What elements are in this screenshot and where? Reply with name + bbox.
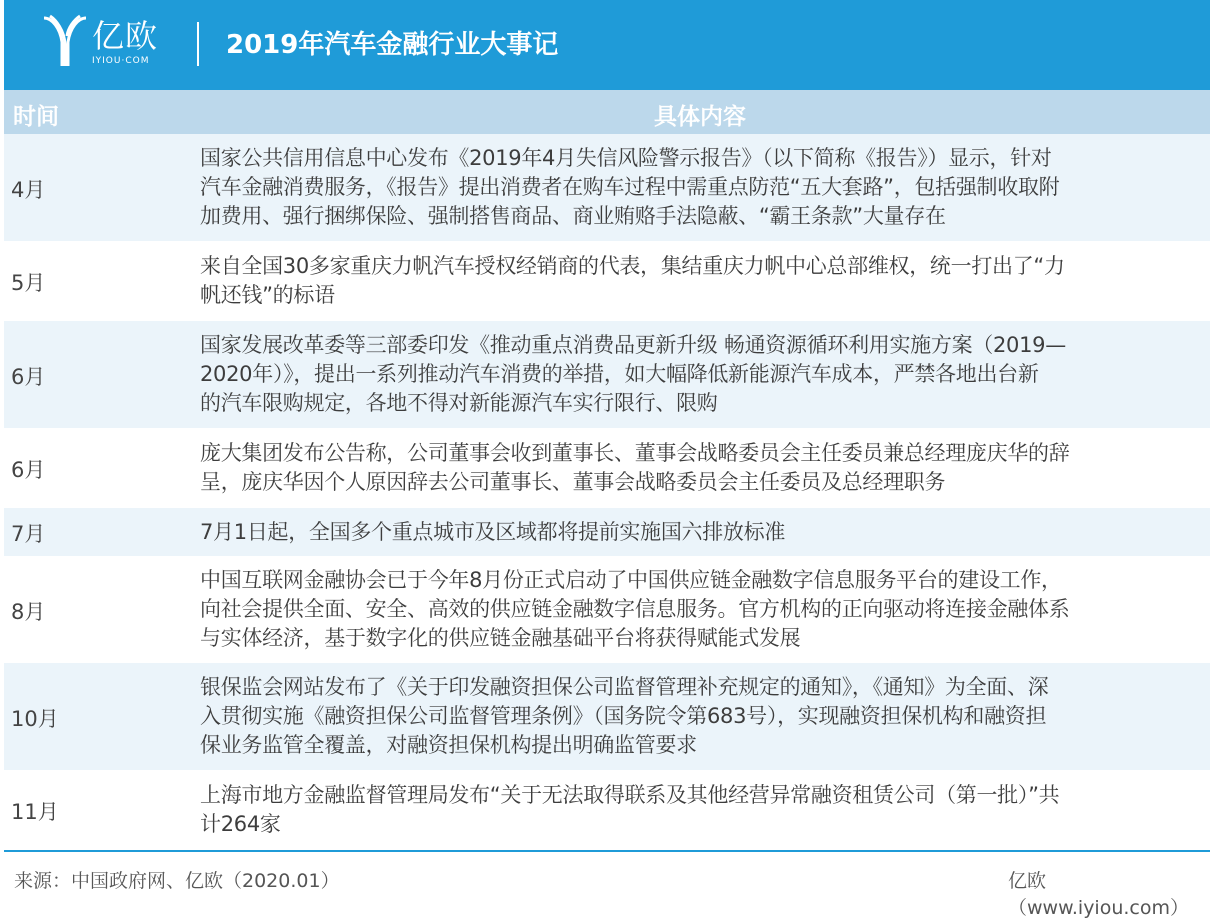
logo-icon <box>42 14 88 70</box>
content-line: 与实体经济，基于数字化的供应链金融基础平台将获得赋能式发展 <box>200 626 801 650</box>
content-line: 银保监会网站发布了《关于印发融资担保公司监督管理补充规定的通知》，《通知》为全面、深 <box>200 675 1049 699</box>
content-line: 上海市地方金融监督管理局发布“关于无法取得联系及其他经营异常融资租赁公司（第一批）”共 <box>200 783 1060 807</box>
table-header <box>4 90 1210 134</box>
row-month: 5月 <box>11 271 46 295</box>
content-line: 2020年）》，提出一系列推动汽车消费的举措，如大幅降低新能源汽车成本，严禁各地出台新 <box>200 362 1039 386</box>
content-line: 来自全国30多家重庆力帆汽车授权经销商的代表，集结重庆力帆中心总部维权，统一打出了“力 <box>200 254 1065 278</box>
row-month: 6月 <box>11 458 46 482</box>
row-content <box>200 518 1206 547</box>
logo <box>42 14 162 74</box>
content-line: 汽车金融消费服务，《报告》提出消费者在购车过程中需重点防范“五大套路”，包括强制收取附 <box>200 175 1060 199</box>
title-banner <box>4 0 1210 90</box>
table-row <box>4 770 1210 850</box>
row-content <box>200 331 1206 418</box>
table-row <box>4 508 1210 556</box>
row-content <box>200 673 1206 760</box>
table-row <box>4 663 1210 770</box>
table-row <box>4 241 1210 321</box>
row-month: 8月 <box>11 599 46 624</box>
row-content <box>200 566 1206 653</box>
logo-subtext: IYIOU·COM <box>92 56 150 66</box>
row-month: 10月 <box>11 706 59 731</box>
source-note: 来源：中国政府网、亿欧（2020.01） <box>14 870 340 892</box>
content-line: 庞大集团发布公告称，公司董事会收到董事长、董事会战略委员会主任委员兼总经理庞庆华的辞 <box>200 441 1070 465</box>
row-month: 4月 <box>11 177 46 202</box>
column-header-content: 具体内容 <box>654 104 746 130</box>
row-month: 7月 <box>11 522 46 546</box>
credit-note: 亿欧（www.iyiou.com） <box>1008 870 1190 919</box>
table-row <box>4 134 1210 241</box>
content-line: 加费用、强行捆绑保险、强制搭售商品、商业贿赂手法隐蔽、“霸王条款”大量存在 <box>200 204 946 228</box>
content-line: 7月1日起，全国多个重点城市及区域都将提前实施国六排放标准 <box>200 519 786 544</box>
row-content <box>200 781 1206 839</box>
content-line: 帆还钱”的标语 <box>200 283 335 307</box>
content-line: 的汽车限购规定，各地不得对新能源汽车实行限行、限购 <box>200 391 718 415</box>
table-row <box>4 428 1210 508</box>
content-line: 国家公共信用信息中心发布《2019年4月失信风险警示报告》（以下简称《报告》）显示，针对 <box>200 146 1052 170</box>
row-content <box>200 439 1206 497</box>
row-content <box>200 144 1206 231</box>
table-row <box>4 556 1210 663</box>
content-line: 国家发展改革委等三部委印发《推动重点消费品更新升级 畅通资源循环利用实施方案（2019— <box>200 333 1066 357</box>
content-line: 向社会提供全面、安全、高效的供应链金融数字信息服务。官方机构的正向驱动将连接金融体系 <box>200 597 1070 621</box>
footer-divider <box>4 850 1210 852</box>
logo-text: 亿欧 <box>92 17 159 55</box>
content-line: 计264家 <box>200 812 281 836</box>
content-line: 中国互联网金融协会已于今年8月份正式启动了中国供应链金融数字信息服务平台的建设工作， <box>200 568 1062 592</box>
table-row <box>4 321 1210 428</box>
content-line: 呈，庞庆华因个人原因辞去公司董事长、董事会战略委员会主任委员及总经理职务 <box>200 470 946 494</box>
page-title: 2019年汽车金融行业大事记 <box>226 30 559 60</box>
banner-divider <box>197 22 199 66</box>
content-line: 入贯彻实施《融资担保公司监督管理条例》（国务院令第683号），实现融资担保机构和融资担 <box>200 704 1047 728</box>
row-month: 6月 <box>11 364 46 389</box>
column-header-time: 时间 <box>13 104 59 130</box>
row-content <box>200 252 1206 310</box>
row-month: 11月 <box>11 800 59 824</box>
content-line: 保业务监管全覆盖，对融资担保机构提出明确监管要求 <box>200 733 697 757</box>
